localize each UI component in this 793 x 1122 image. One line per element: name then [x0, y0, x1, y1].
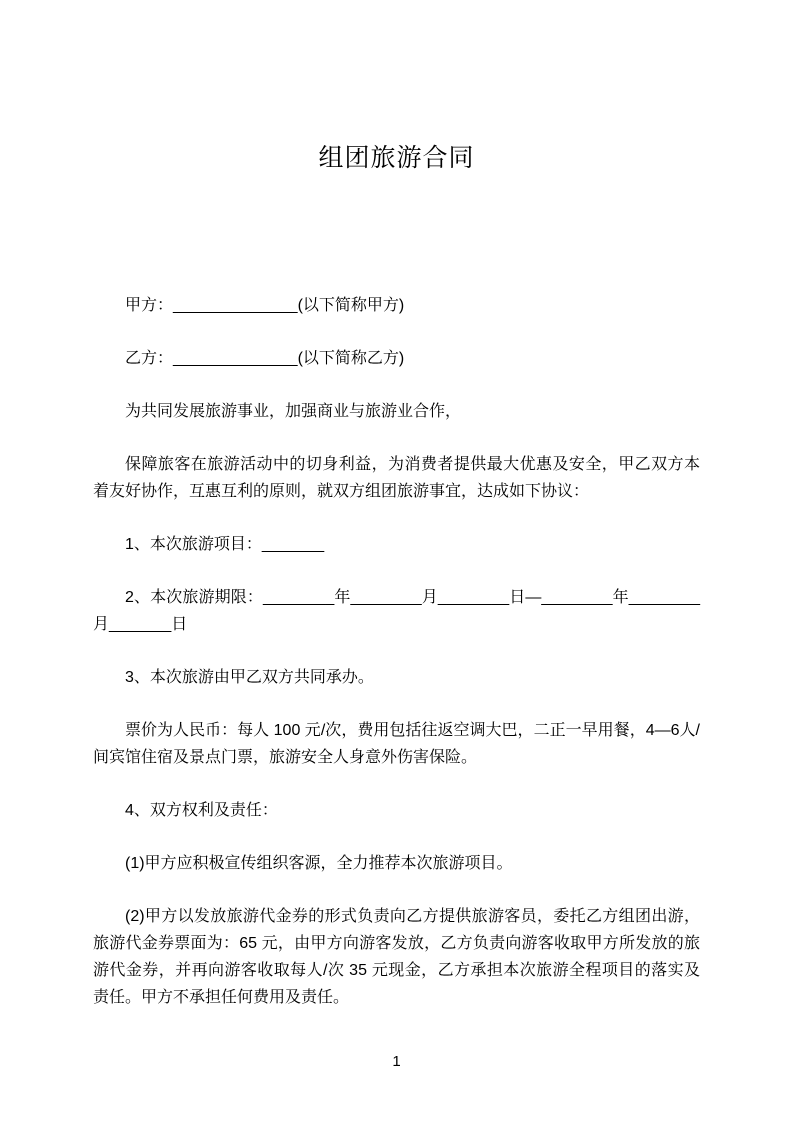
clause-3-organizers: 3、本次旅游由甲乙双方共同承办。	[125, 669, 374, 686]
document-body	[93, 292, 700, 1011]
party-a-line: 甲方：______________(以下简称甲方)	[125, 297, 405, 314]
preamble-agreement: 保障旅客在旅游活动中的切身利益，为消费者提供最大优惠及安全，甲乙双方本着友好协作，互惠互利的原则，就双方组团旅游事宜，达成如下协议：	[93, 456, 700, 500]
preamble-purpose: 为共同发展旅游事业，加强商业与旅游业合作，	[125, 403, 462, 420]
party-b-line: 乙方：______________(以下简称乙方)	[125, 350, 405, 367]
page-number: 1	[392, 1053, 401, 1070]
clause-4-item-1: (1)甲方应积极宣传组织客源，全力推荐本次旅游项目。	[125, 855, 513, 872]
clause-2-duration: 2、本次旅游期限：________年________月________日—________年________月_______日	[93, 589, 700, 633]
clause-4-rights: 4、双方权利及责任：	[125, 802, 278, 819]
document-title: 组团旅游合同	[318, 144, 475, 172]
clause-1-project: 1、本次旅游项目：_______	[125, 536, 325, 553]
clause-4-item-2: (2)甲方以发放旅游代金券的形式负责向乙方提供旅游客员，委托乙方组团出游，旅游代金券票面为：65 元，由甲方向游客发放，乙方负责向游客收取甲方所发放的旅游代金券，并再向游客收取每人/次 35 元现金，乙方承担本次旅游全程项目的落实及责任。甲方不承担任何费用及责任。	[93, 908, 700, 1006]
clause-3-price-details: 票价为人民币：每人 100 元/次，费用包括往返空调大巴，二正一早用餐，4—6人/间宾馆住宿及景点门票，旅游安全人身意外伤害保险。	[93, 722, 700, 766]
